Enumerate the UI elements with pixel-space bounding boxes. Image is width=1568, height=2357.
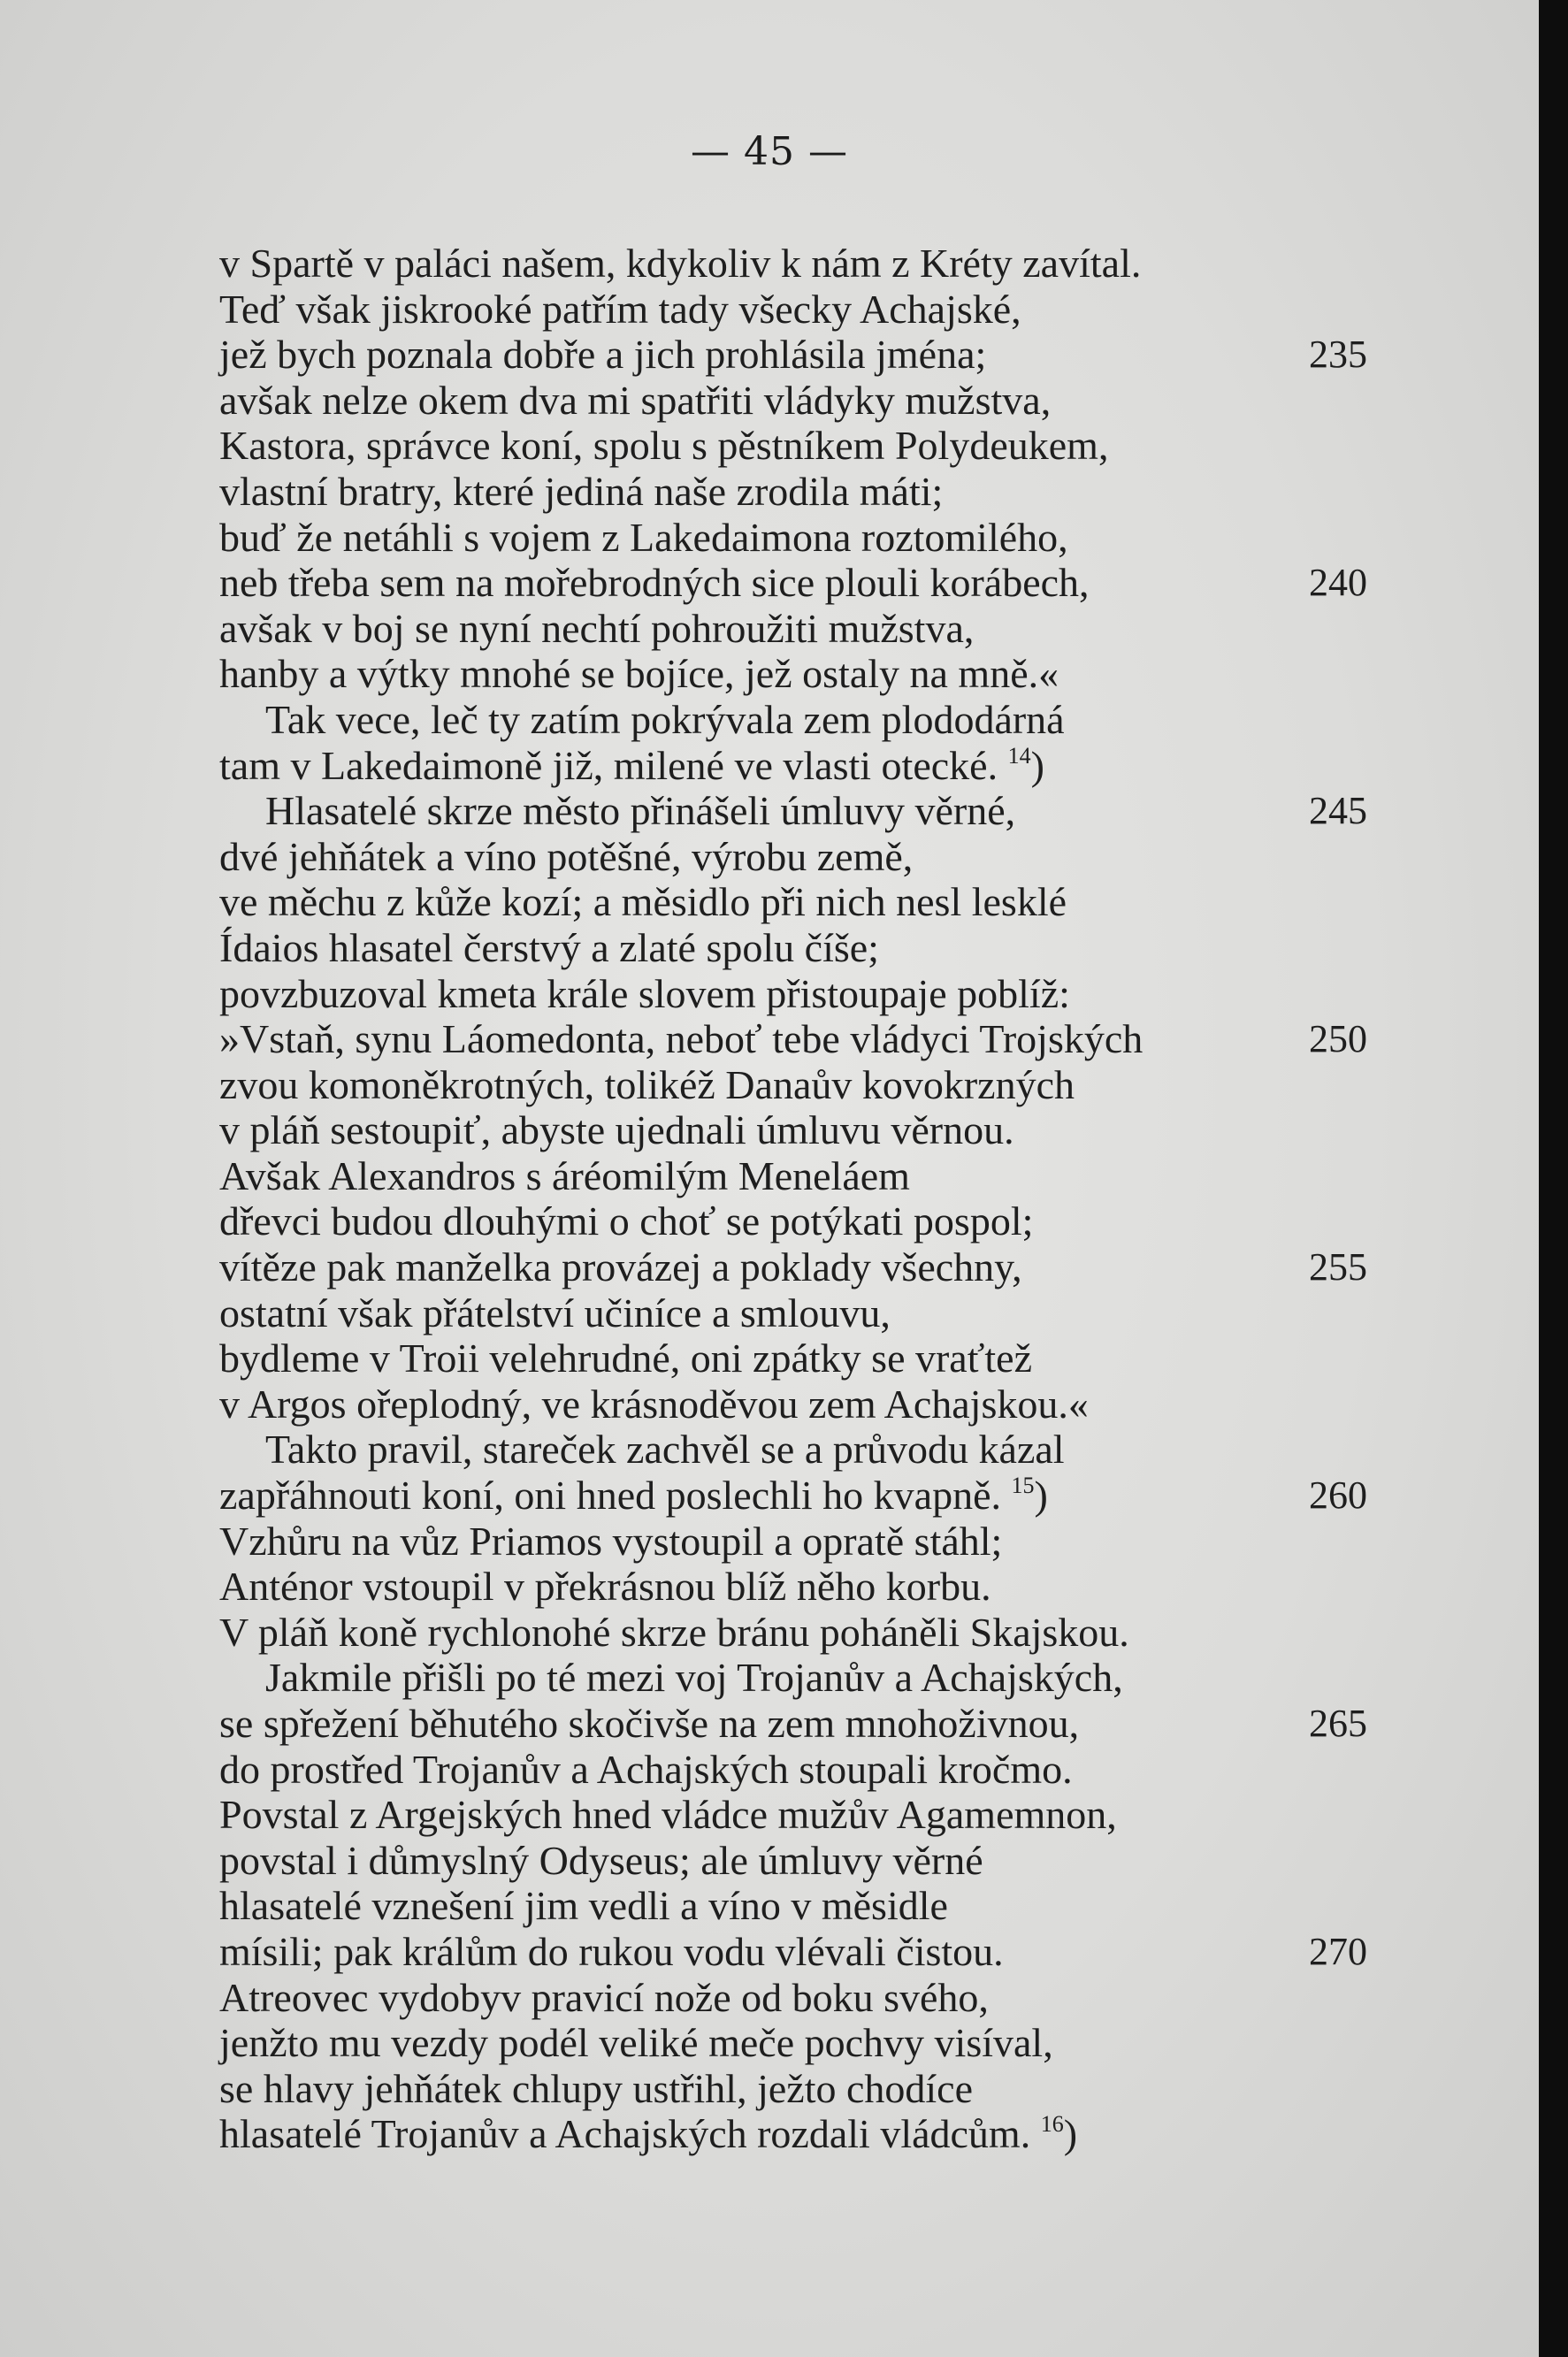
verse-text: ostatní však přátelství učiníce a smlouvu, <box>219 1289 891 1335</box>
verse-line <box>219 1107 1387 1153</box>
line-number: 250 <box>1309 1017 1367 1061</box>
verse-text: Avšak Alexandros s áréomilým Meneláem <box>219 1152 910 1198</box>
verse-text: Takto pravil, stareček zachvěl se a průvodu kázal <box>265 1427 1065 1473</box>
verse-text: Teď však jiskrooké patřím tady všecky Achajské, <box>219 286 1021 332</box>
verse-line <box>219 651 1387 697</box>
verse-block <box>219 241 1387 2157</box>
verse-text: povzbuzoval kmeta krále slovem přistoupaje poblíž: <box>219 970 1070 1016</box>
verse-text: »Vstaň, synu Láomedonta, neboť tebe vládyci Trojských <box>219 1016 1143 1062</box>
verse-line <box>219 2111 1387 2157</box>
line-number: 235 <box>1309 333 1367 377</box>
verse-line <box>219 2066 1387 2112</box>
verse-line <box>219 1519 1387 1565</box>
verse-line <box>219 925 1387 971</box>
footnote-number: 15 <box>1011 1473 1035 1499</box>
verse-text: Anténor vstoupil v překrásnou blíž něho korbu. <box>219 1564 991 1610</box>
verse-line <box>219 1290 1387 1336</box>
verse-text: zvou komoněkrotných, tolikéž Danaův kovokrzných <box>219 1061 1075 1107</box>
verse-text: avšak nelze okem dva mi spatřiti vládyky mužstva, <box>219 377 1052 423</box>
verse-line <box>219 1929 1387 1975</box>
verse-text: v Argos ořeplodný, ve krásnoděvou zem Achajskou.« <box>219 1381 1089 1427</box>
verse-text: zapřáhnouti koní, oni hned poslechli ho kvapně. <box>219 1473 1002 1519</box>
verse-text: ve měchu z kůže kozí; a měsidlo při nich nesl lesklé <box>219 879 1067 925</box>
verse-text: se hlavy jehňátek chlupy ustřihl, ježto chodíce <box>219 2065 974 2111</box>
verse-line <box>219 971 1387 1017</box>
verse-line <box>219 1062 1387 1108</box>
verse-text: vlastní bratry, které jediná naše zrodila máti; <box>219 468 944 514</box>
verse-text: hlasatelé vznešení jim vedli a víno v měsidle <box>219 1883 948 1929</box>
verse-text: povstal i důmyslný Odyseus; ale úmluvy věrné <box>219 1837 983 1883</box>
verse-text: do prostřed Trojanův a Achajských stoupali kročmo. <box>219 1746 1073 1792</box>
verse-line <box>219 1198 1387 1244</box>
verse-line <box>219 788 1387 834</box>
verse-text: Hlasatelé skrze město přinášeli úmluvy věrné, <box>265 788 1016 834</box>
verse-text: vítěze pak manželka provázej a poklady všechny, <box>219 1244 1022 1290</box>
verse-line <box>219 834 1387 880</box>
scan-edge <box>1539 0 1568 2357</box>
verse-line <box>219 1381 1387 1427</box>
verse-text: dřevci budou dlouhými o choť se potýkati pospol; <box>219 1198 1034 1244</box>
verse-line <box>219 1610 1387 1656</box>
page-number: — 45 — <box>691 129 848 174</box>
verse-line <box>219 287 1387 333</box>
verse-line <box>219 378 1387 424</box>
verse-line <box>219 1335 1387 1381</box>
verse-text: V pláň koně rychlonohé skrze bránu poháněli Skajskou. <box>219 1609 1129 1655</box>
verse-text: Atreovec vydobyv pravicí nože od boku svého, <box>219 1974 989 2020</box>
verse-line <box>219 1427 1387 1473</box>
verse-line <box>219 879 1387 925</box>
verse-line <box>219 606 1387 652</box>
verse-line <box>219 1473 1387 1519</box>
footnote-number: 16 <box>1040 2111 1064 2138</box>
verse-line <box>219 515 1387 561</box>
verse-line <box>219 1792 1387 1838</box>
verse-text: hanby a výtky mnohé se bojíce, jež ostaly na mně.« <box>219 651 1059 697</box>
verse-line <box>219 697 1387 743</box>
line-number: 265 <box>1309 1702 1367 1745</box>
verse-line <box>219 1564 1387 1610</box>
verse-text: buď že netáhli s vojem z Lakedaimona roztomilého, <box>219 514 1068 560</box>
verse-line <box>219 560 1387 606</box>
verse-line <box>219 1016 1387 1062</box>
verse-text: Kastora, správce koní, spolu s pěstníkem Polydeukem, <box>219 423 1109 469</box>
verse-line <box>219 743 1387 789</box>
verse-line <box>219 241 1387 287</box>
verse-text: v pláň sestoupiť, abyste ujednali úmluvu věrnou. <box>219 1107 1014 1153</box>
line-number: 260 <box>1309 1473 1367 1518</box>
line-number: 255 <box>1309 1245 1367 1289</box>
verse-text: Vzhůru na vůz Priamos vystoupil a opratě stáhl; <box>219 1518 1003 1564</box>
verse-line <box>219 1153 1387 1199</box>
verse-text: Povstal z Argejských hned vládce mužův Agamemnon, <box>219 1792 1117 1838</box>
verse-line <box>219 1975 1387 2021</box>
verse-line <box>219 1747 1387 1793</box>
verse-line <box>219 1701 1387 1747</box>
footnote-ref: $^{14}$) <box>1007 742 1044 788</box>
verse-line <box>219 1838 1387 1884</box>
verse-text: hlasatelé Trojanův a Achajských rozdali vládcům. <box>219 2111 1031 2157</box>
verse-line <box>219 1655 1387 1701</box>
verse-line <box>219 423 1387 469</box>
footnote-number: 14 <box>1007 742 1031 769</box>
verse-line <box>219 469 1387 515</box>
verse-line <box>219 1883 1387 1929</box>
verse-text: bydleme v Troii velehrudné, oni zpátky se vraťtež <box>219 1335 1032 1381</box>
verse-text: v Spartě v paláci našem, kdykoliv k nám z Kréty zavítal. <box>219 241 1142 286</box>
footnote-ref: $^{15}$) <box>1011 1473 1048 1519</box>
verse-text: avšak v boj se nyní nechtí pohroužiti mužstva, <box>219 605 975 651</box>
verse-text: mísili; pak králům do rukou vodu vlévali čistou. <box>219 1928 1004 1974</box>
verse-text: neb třeba sem na mořebrodných sice plouli korábech, <box>219 560 1090 606</box>
verse-text: Jakmile přišli po té mezi voj Trojanův a Achajských, <box>265 1655 1123 1701</box>
verse-text: se spřežení běhutého skočivše na zem mnohoživnou, <box>219 1701 1080 1746</box>
line-number: 270 <box>1309 1929 1367 1973</box>
verse-line <box>219 1244 1387 1290</box>
line-number: 240 <box>1309 561 1367 605</box>
footnote-ref: $^{16}$) <box>1040 2111 1078 2157</box>
verse-text: Tak vece, leč ty zatím pokrývala zem plododárná <box>265 696 1065 742</box>
verse-text: Ídaios hlasatel čerstvý a zlaté spolu číše; <box>219 924 879 970</box>
verse-text: tam v Lakedaimoně již, milené ve vlasti otecké. <box>219 742 998 788</box>
verse-text: jenžto mu vezdy podél veliké meče pochvy visíval, <box>219 2020 1053 2066</box>
verse-text: dvé jehňátek a víno potěšné, výrobu země, <box>219 833 914 879</box>
verse-text: jež bych poznala dobře a jich prohlásila jména; <box>219 332 987 378</box>
verse-line <box>219 2020 1387 2066</box>
line-number: 245 <box>1309 789 1367 833</box>
verse-line <box>219 332 1387 378</box>
